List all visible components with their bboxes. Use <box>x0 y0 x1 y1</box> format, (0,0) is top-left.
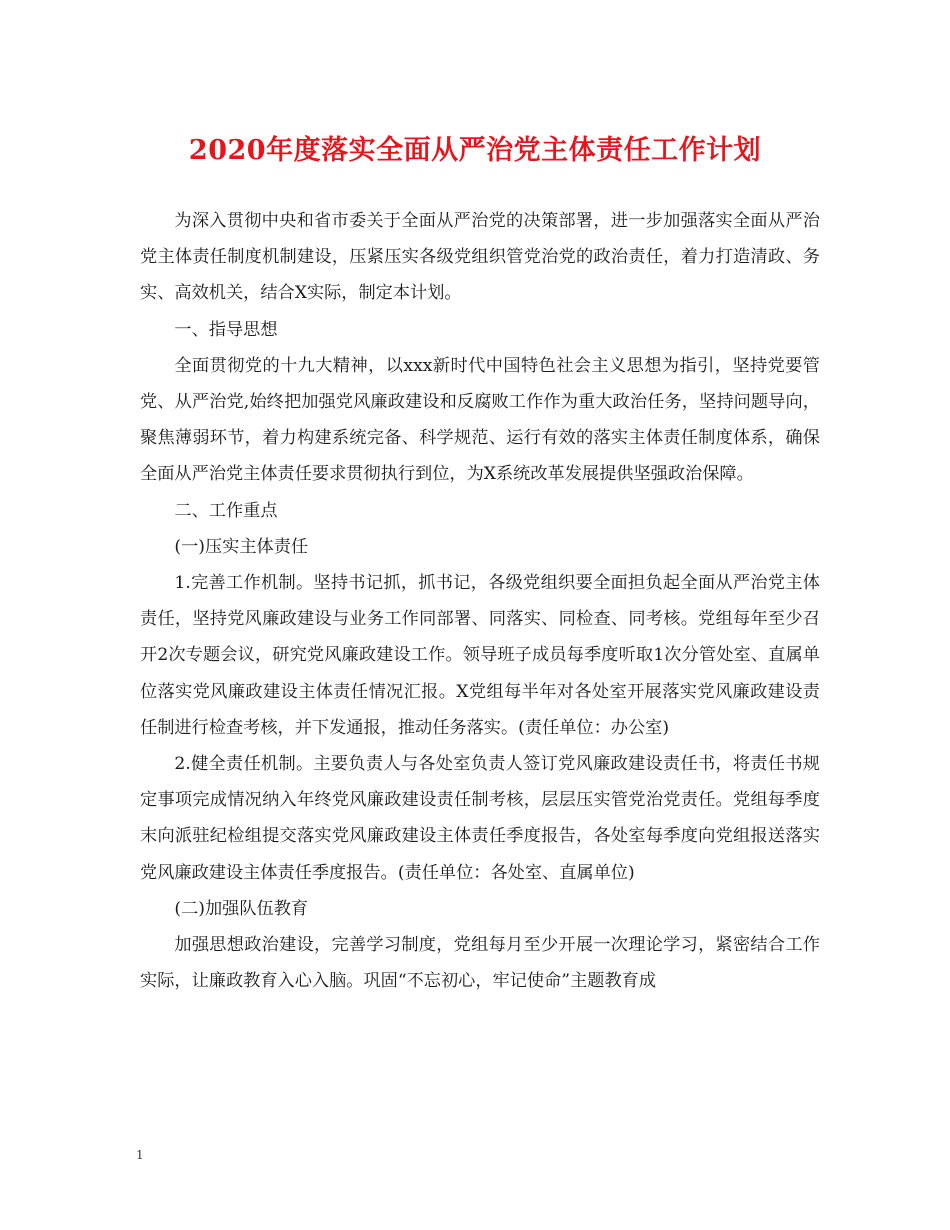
document-body <box>140 203 820 999</box>
subsection-heading-team-education: (二)加强队伍教育 <box>174 898 309 919</box>
document-title: 2020年度落实全面从严治党主体责任工作计划 <box>188 135 762 166</box>
intro-paragraph: 为深入贯彻中央和省市委关于全面从严治党的决策部署，进一步加强落实全面从严治党主体责任制度机制建设，压紧压实各级党组织管党治党的政治责任，着力打造清政、务实、高效机关，结合X实际，制定本计划。 <box>140 211 820 304</box>
item-paragraph-work-mechanism: 1.完善工作机制。坚持书记抓，抓书记，各级党组织要全面担负起全面从严治党主体责任，坚持党风廉政建设与业务工作同部署、同落实、同检查、同考核。党组每年至少召开2次专题会议，研究党风廉政建设工作。领导班子成员每季度听取1次分管处室、直属单位落实党风廉政建设主体责任情况汇报。X党组每半年对各处室开展落实党风廉政建设责任制进行检查考核，并下发通报，推动任务落实。(责任单位：办公室) <box>140 573 820 738</box>
item-paragraph-responsibility-mechanism: 2.健全责任机制。主要负责人与各处室负责人签订党风廉政建设责任书，将责任书规定事项完成情况纳入年终党风廉政建设责任制考核，层层压实管党治党责任。党组每季度末向派驻纪检组提交落实党风廉政建设主体责任季度报告，各处室每季度向党组报送落实党风廉政建设主体责任季度报告。(责任单位：各处室、直属单位) <box>140 754 820 883</box>
page-number: 1 <box>136 1148 144 1162</box>
team-education-paragraph: 加强思想政治建设，完善学习制度，党组每月至少开展一次理论学习，紧密结合工作实际，让廉政教育入心入脑。巩固“不忘初心，牢记使命”主题教育成 <box>140 935 820 992</box>
guiding-ideology-paragraph: 全面贯彻党的十九大精神，以xxx新时代中国特色社会主义思想为指引，坚持党要管党、从严治党,始终把加强党风廉政建设和反腐败工作作为重大政治任务，坚持问题导向，聚焦薄弱环节，着力构建系统完备、科学规范、运行有效的落实主体责任制度体系，确保全面从严治党主体责任要求贯彻执行到位，为X系统改革发展提供坚强政治保障。 <box>140 355 820 485</box>
section-heading-work-focus: 二、工作重点 <box>174 500 278 521</box>
section-heading-guiding-ideology: 一、指导思想 <box>174 319 278 340</box>
subsection-heading-responsibility: (一)压实主体责任 <box>174 536 309 557</box>
